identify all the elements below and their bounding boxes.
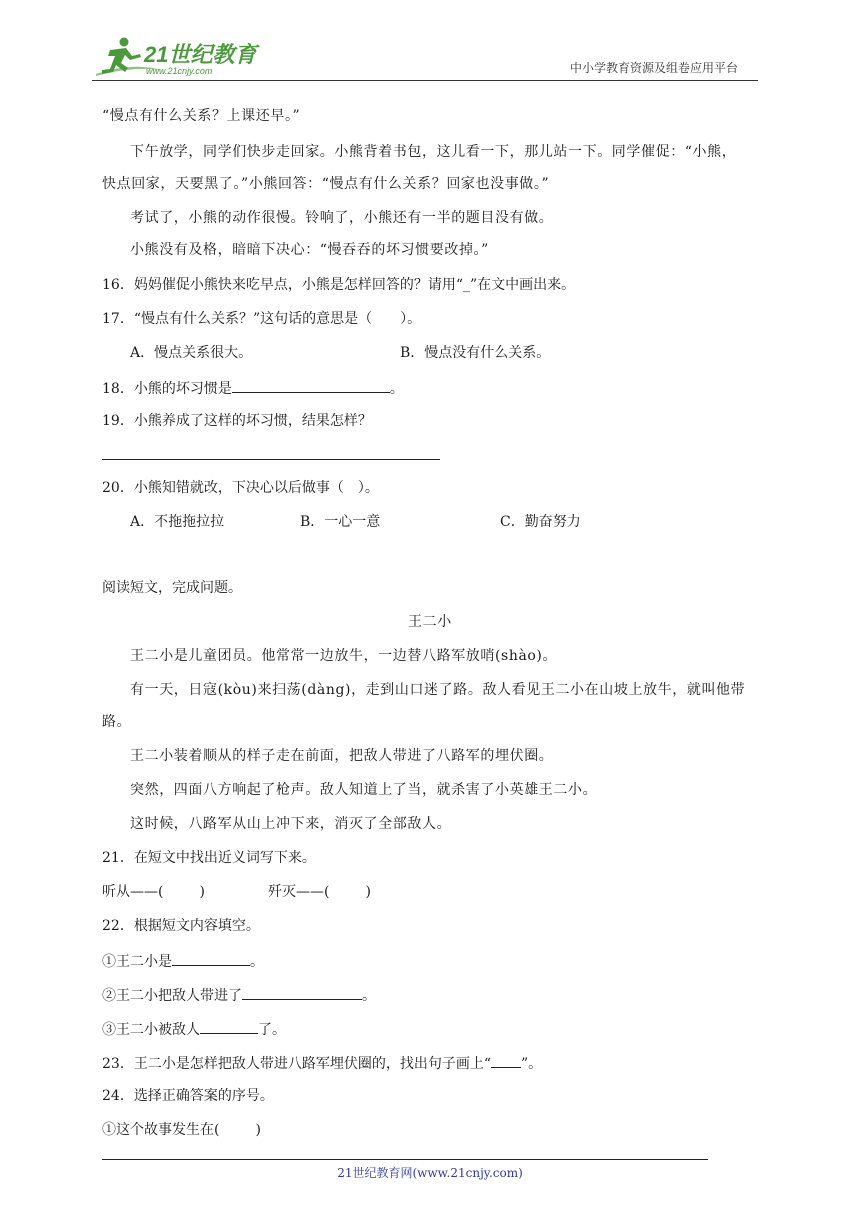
footer-link[interactable]: 21世纪教育网(www.21cnjy.com) — [337, 1166, 523, 1180]
brand-logo — [92, 34, 262, 78]
question-17-option-b: B．慢点没有什么关系。 — [400, 345, 551, 361]
passage2-paragraph-5: 这时候，八路军从山上冲下来，消灭了全部敌人。 — [130, 816, 452, 832]
question-16: 16．妈妈催促小熊快来吃早点，小熊是怎样回答的？请用“_”在文中画出来。 — [102, 277, 576, 293]
question-24: 24．选择正确答案的序号。 — [102, 1088, 274, 1104]
answer-line — [102, 459, 440, 460]
question-22-item-1: ①王二小是 。 — [102, 950, 264, 972]
answer-blank — [242, 984, 362, 1000]
question-18: 18．小熊的坏习惯是 。 — [102, 377, 404, 399]
platform-name: 中小学教育资源及组卷应用平台 — [570, 61, 739, 75]
passage1-paragraph-3: 小熊没有及格，暗暗下决心：“慢吞吞的坏习惯要改掉。” — [130, 242, 489, 258]
passage1-quote: “慢点有什么关系？上课还早。” — [102, 108, 301, 124]
question-20: 20．小熊知错就改，下决心以后做事（ ）。 — [102, 480, 379, 496]
question-22-item-3: ③王二小被敌人 了。 — [102, 1018, 286, 1040]
question-20-option-a: A．不拖拖拉拉 — [130, 514, 225, 530]
brand-logo-url: www.21cnjy.com — [146, 66, 213, 76]
passage2-paragraph-2a: 有一天，日寇(kòu)来扫荡(dàng)，走到山口迷了路。敌人看见王二小在山坡上放牛，就叫他带 — [130, 682, 746, 698]
passage1-paragraph-1b: 快点回家，天要黑了。”小熊回答：“慢点有什么关系？回家也没事做。” — [102, 176, 550, 192]
header-divider — [92, 80, 758, 81]
passage1-paragraph-2: 考试了，小熊的动作很慢。铃响了，小熊还有一半的题目没有做。 — [130, 210, 554, 226]
question-22-item-2: ②王二小把敌人带进了 。 — [102, 984, 376, 1006]
passage2-paragraph-2b: 路。 — [102, 714, 132, 730]
question-17-option-a: A．慢点关系很大。 — [130, 345, 253, 361]
passage1-paragraph-1a: 下午放学，同学们快步走回家。小熊背着书包，这儿看一下，那儿站一下。同学催促：“小熊， — [130, 144, 737, 160]
question-23: 23．王二小是怎样把敌人带进八路军埋伏圈的，找出句子画上“ ”。 — [102, 1052, 542, 1074]
passage2-title: 王二小 — [408, 614, 452, 630]
question-20-option-c: C．勤奋努力 — [500, 514, 581, 530]
answer-blank — [200, 1018, 258, 1034]
question-24-item-1: ①这个故事发生在( ) — [102, 1122, 261, 1138]
question-21-word-2: 歼灭——( ) — [268, 884, 371, 900]
question-21: 21．在短文中找出近义词写下来。 — [102, 850, 316, 866]
brand-logo-name: 21世纪教育 — [144, 42, 257, 67]
passage2-paragraph-3: 王二小装着顺从的样子走在前面，把敌人带进了八路军的埋伏圈。 — [130, 748, 554, 764]
passage2-paragraph-1: 王二小是儿童团员。他常常一边放牛，一边替八路军放哨(shào)。 — [130, 648, 558, 664]
passage2-paragraph-4: 突然，四面八方响起了枪声。敌人知道上了当，就杀害了小英雄王二小。 — [130, 782, 598, 798]
underline-mark — [491, 1052, 521, 1068]
question-19: 19．小熊养成了这样的坏习惯，结果怎样？ — [102, 413, 372, 429]
question-21-word-1: 听从——( ) — [102, 884, 205, 900]
answer-blank — [232, 377, 390, 393]
reading-instruction: 阅读短文，完成问题。 — [102, 580, 242, 596]
question-22: 22．根据短文内容填空。 — [102, 918, 260, 934]
answer-blank — [172, 950, 250, 966]
question-20-option-b: B．一心一意 — [300, 514, 381, 530]
footer-divider — [102, 1159, 708, 1160]
underline-mark: _ — [462, 277, 470, 293]
question-17: 17．“慢点有什么关系？”这句话的意思是（ ）。 — [102, 311, 422, 327]
